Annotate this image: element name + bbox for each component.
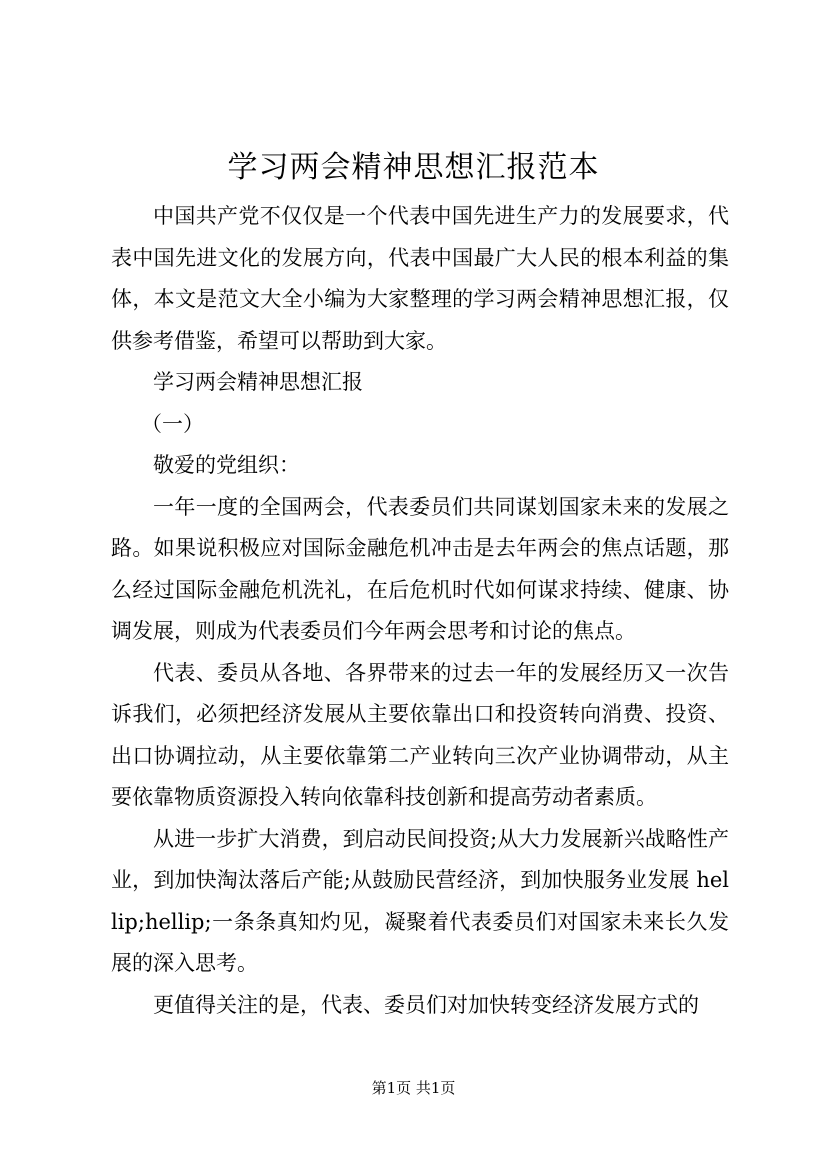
- salutation: 敬爱的党组织：: [153, 453, 300, 477]
- document-body: [111, 196, 729, 1026]
- page-footer: 第1页 共1页: [371, 1079, 456, 1097]
- body-paragraph-2: 代表、委员从各地、各界带来的过去一年的发展经历又一次告诉我们，必须把经济发展从主要依靠出口和投资转向消费、投资、出口协调拉动，从主要依靠第二产业转向三次产业协调带动，从主要依靠物质资源投入转向依靠科技创新和提高劳动者素质。: [111, 660, 729, 809]
- section-number: （一）: [141, 411, 204, 436]
- document-title: 学习两会精神思想汇报范本: [227, 150, 600, 185]
- section-heading: 学习两会精神思想汇报: [153, 370, 363, 394]
- intro-paragraph: 中国共产党不仅仅是一个代表中国先进生产力的发展要求，代表中国先进文化的发展方向，代表中国最广大人民的根本利益的集体，本文是范文大全小编为大家整理的学习两会精神思想汇报，仅供参考借鉴，希望可以帮助到大家。: [111, 204, 729, 353]
- body-paragraph-3: 从进一步扩大消费，到启动民间投资;从大力发展新兴战略性产业，到加快淘汰落后产能;从鼓励民营经济，到加快服务业发展 hellip;hellip;一条条真知灼见，凝聚着代表委员们对国家未来长久发展的深入思考。: [111, 826, 729, 975]
- body-paragraph-4: 更值得关注的是，代表、委员们对加快转变经济发展方式的: [153, 992, 699, 1017]
- body-paragraph-1: 一年一度的全国两会，代表委员们共同谋划国家未来的发展之路。如果说积极应对国际金融危机冲击是去年两会的焦点话题，那么经过国际金融危机洗礼，在后危机时代如何谋求持续、健康、协调发展，则成为代表委员们今年两会思考和讨论的焦点。: [111, 494, 729, 643]
